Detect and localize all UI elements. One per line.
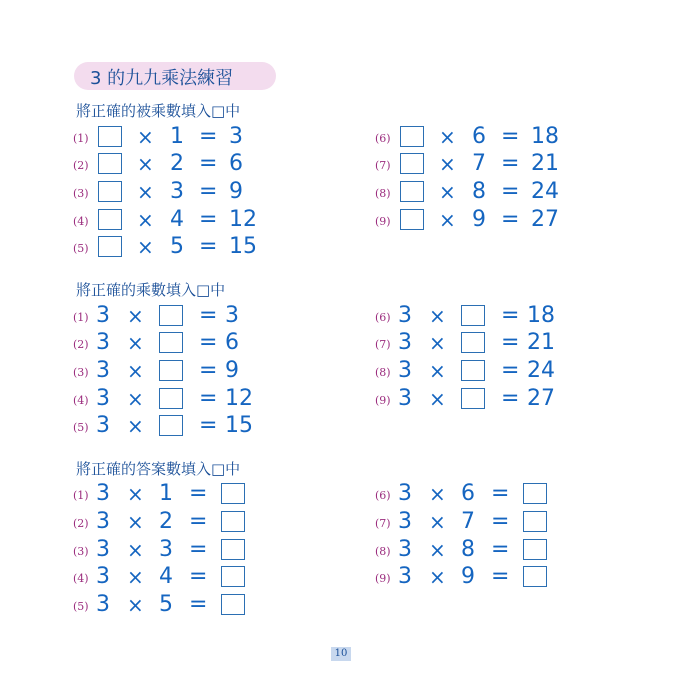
- problem-number: (9): [375, 572, 391, 585]
- multiplier: 3: [170, 179, 184, 204]
- problem-row: [73, 414, 273, 438]
- problem-number: (4): [73, 572, 89, 585]
- equals-sign: =: [199, 179, 218, 204]
- multiplicand: 3: [398, 564, 412, 589]
- multiplicand: 3: [398, 537, 412, 562]
- answer-box[interactable]: [159, 360, 183, 381]
- multiplicand: 3: [398, 386, 412, 411]
- equals-sign: =: [199, 151, 218, 176]
- problem-row: [73, 482, 273, 506]
- multiplier: 6: [472, 124, 486, 149]
- result: 27: [531, 207, 559, 232]
- answer-box[interactable]: [461, 305, 485, 326]
- problem-row: [375, 125, 575, 149]
- times-sign: ×: [137, 125, 154, 149]
- problem-row: [73, 152, 273, 176]
- result: 3: [225, 303, 239, 328]
- multiplier: 2: [170, 151, 184, 176]
- problem-number: (4): [73, 215, 89, 228]
- multiplicand: 3: [96, 413, 110, 438]
- equals-sign: =: [189, 592, 208, 617]
- equals-sign: =: [491, 537, 510, 562]
- problem-row: [375, 208, 575, 232]
- answer-box[interactable]: [221, 539, 245, 560]
- equals-sign: =: [199, 207, 218, 232]
- times-sign: ×: [127, 331, 144, 355]
- multiplicand: 3: [96, 481, 110, 506]
- problem-number: (5): [73, 421, 89, 434]
- times-sign: ×: [439, 152, 456, 176]
- multiplicand: 3: [96, 509, 110, 534]
- answer-box[interactable]: [400, 181, 424, 202]
- answer-box[interactable]: [400, 209, 424, 230]
- multiplicand: 3: [96, 564, 110, 589]
- problem-number: (9): [375, 215, 391, 228]
- problem-number: (6): [375, 489, 391, 502]
- times-sign: ×: [429, 387, 446, 411]
- multiplicand: 3: [96, 303, 110, 328]
- multiplier: 7: [461, 509, 475, 534]
- equals-sign: =: [189, 509, 208, 534]
- problem-row: [73, 331, 273, 355]
- answer-box[interactable]: [400, 153, 424, 174]
- problem-row: [375, 152, 575, 176]
- result: 6: [225, 330, 239, 355]
- equals-sign: =: [189, 564, 208, 589]
- multiplier: 7: [472, 151, 486, 176]
- problem-row: [375, 331, 575, 355]
- answer-box[interactable]: [461, 388, 485, 409]
- multiplicand: 3: [398, 330, 412, 355]
- times-sign: ×: [137, 152, 154, 176]
- problem-number: (1): [73, 132, 89, 145]
- equals-sign: =: [491, 509, 510, 534]
- problem-row: [375, 482, 575, 506]
- equals-sign: =: [199, 386, 218, 411]
- equals-sign: =: [199, 303, 218, 328]
- result: 21: [531, 151, 559, 176]
- times-sign: ×: [439, 208, 456, 232]
- multiplier: 8: [461, 537, 475, 562]
- page-number: 10: [331, 647, 351, 661]
- multiplier: 1: [159, 481, 173, 506]
- answer-box[interactable]: [400, 126, 424, 147]
- multiplicand: 3: [398, 358, 412, 383]
- result: 27: [527, 386, 555, 411]
- times-sign: ×: [429, 304, 446, 328]
- multiplicand: 3: [398, 481, 412, 506]
- times-sign: ×: [127, 565, 144, 589]
- times-sign: ×: [429, 565, 446, 589]
- times-sign: ×: [429, 359, 446, 383]
- times-sign: ×: [127, 359, 144, 383]
- problem-row: [375, 510, 575, 534]
- problem-number: (3): [73, 366, 89, 379]
- problem-number: (8): [375, 366, 391, 379]
- multiplier: 5: [170, 234, 184, 259]
- problem-number: (8): [375, 545, 391, 558]
- times-sign: ×: [429, 510, 446, 534]
- problem-number: (7): [375, 517, 391, 530]
- times-sign: ×: [429, 331, 446, 355]
- times-sign: ×: [127, 387, 144, 411]
- equals-sign: =: [501, 207, 520, 232]
- answer-box[interactable]: [98, 153, 122, 174]
- problem-number: (3): [73, 545, 89, 558]
- multiplier: 5: [159, 592, 173, 617]
- problem-number: (5): [73, 242, 89, 255]
- answer-box[interactable]: [159, 415, 183, 436]
- times-sign: ×: [429, 482, 446, 506]
- equals-sign: =: [199, 124, 218, 149]
- problem-number: (7): [375, 338, 391, 351]
- problem-row: [375, 565, 575, 589]
- result: 21: [527, 330, 555, 355]
- answer-box[interactable]: [461, 360, 485, 381]
- problem-row: [73, 538, 273, 562]
- problem-number: (6): [375, 132, 391, 145]
- multiplier: 4: [159, 564, 173, 589]
- times-sign: ×: [127, 482, 144, 506]
- answer-box[interactable]: [523, 511, 547, 532]
- result: 18: [531, 124, 559, 149]
- equals-sign: =: [501, 386, 520, 411]
- times-sign: ×: [127, 510, 144, 534]
- result: 9: [229, 179, 243, 204]
- multiplicand: 3: [96, 330, 110, 355]
- problem-number: (2): [73, 517, 89, 530]
- equals-sign: =: [199, 413, 218, 438]
- answer-box[interactable]: [523, 566, 547, 587]
- multiplier: 4: [170, 207, 184, 232]
- times-sign: ×: [439, 180, 456, 204]
- multiplicand: 3: [96, 386, 110, 411]
- times-sign: ×: [137, 235, 154, 259]
- answer-box[interactable]: [221, 566, 245, 587]
- problem-row: [73, 387, 273, 411]
- result: 15: [225, 413, 253, 438]
- multiplier: 2: [159, 509, 173, 534]
- result: 15: [229, 234, 257, 259]
- multiplicand: 3: [96, 537, 110, 562]
- answer-box[interactable]: [159, 305, 183, 326]
- problem-row: [375, 387, 575, 411]
- equals-sign: =: [501, 330, 520, 355]
- problem-number: (1): [73, 489, 89, 502]
- equals-sign: =: [189, 537, 208, 562]
- equals-sign: =: [501, 179, 520, 204]
- problem-row: [73, 593, 273, 617]
- problem-number: (4): [73, 394, 89, 407]
- problem-number: (9): [375, 394, 391, 407]
- times-sign: ×: [127, 538, 144, 562]
- times-sign: ×: [429, 538, 446, 562]
- problem-number: (3): [73, 187, 89, 200]
- answer-box[interactable]: [98, 209, 122, 230]
- equals-sign: =: [501, 124, 520, 149]
- equals-sign: =: [491, 481, 510, 506]
- problem-number: (2): [73, 338, 89, 351]
- problem-number: (8): [375, 187, 391, 200]
- result: 12: [225, 386, 253, 411]
- multiplier: 9: [472, 207, 486, 232]
- answer-box[interactable]: [221, 511, 245, 532]
- problem-number: (7): [375, 159, 391, 172]
- page-title: 3 的九九乘法練習: [90, 68, 234, 89]
- equals-sign: =: [501, 358, 520, 383]
- result: 3: [229, 124, 243, 149]
- equals-sign: =: [199, 234, 218, 259]
- problem-row: [73, 510, 273, 534]
- result: 24: [531, 179, 559, 204]
- answer-box[interactable]: [98, 181, 122, 202]
- answer-box[interactable]: [221, 483, 245, 504]
- problem-row: [73, 180, 273, 204]
- multiplicand: 3: [96, 358, 110, 383]
- section3-heading: 將正確的答案數填入□中: [76, 460, 241, 478]
- multiplicand: 3: [96, 592, 110, 617]
- problem-row: [73, 304, 273, 328]
- times-sign: ×: [137, 208, 154, 232]
- times-sign: ×: [137, 180, 154, 204]
- multiplier: 8: [472, 179, 486, 204]
- multiplicand: 3: [398, 303, 412, 328]
- multiplier: 9: [461, 564, 475, 589]
- multiplicand: 3: [398, 509, 412, 534]
- problem-number: (2): [73, 159, 89, 172]
- problem-number: (6): [375, 311, 391, 324]
- problem-row: [73, 565, 273, 589]
- equals-sign: =: [189, 481, 208, 506]
- problem-row: [375, 359, 575, 383]
- problem-row: [73, 359, 273, 383]
- answer-box[interactable]: [98, 236, 122, 257]
- multiplier: 1: [170, 124, 184, 149]
- answer-box[interactable]: [523, 483, 547, 504]
- answer-box[interactable]: [98, 126, 122, 147]
- answer-box[interactable]: [523, 539, 547, 560]
- problem-row: [73, 235, 273, 259]
- section2-heading: 將正確的乘數填入□中: [76, 281, 226, 299]
- result: 6: [229, 151, 243, 176]
- problem-number: (5): [73, 600, 89, 613]
- answer-box[interactable]: [159, 388, 183, 409]
- equals-sign: =: [501, 303, 520, 328]
- result: 18: [527, 303, 555, 328]
- result: 24: [527, 358, 555, 383]
- problem-row: [375, 304, 575, 328]
- times-sign: ×: [439, 125, 456, 149]
- answer-box[interactable]: [461, 332, 485, 353]
- problem-row: [73, 125, 273, 149]
- problem-row: [73, 208, 273, 232]
- answer-box[interactable]: [159, 332, 183, 353]
- times-sign: ×: [127, 414, 144, 438]
- times-sign: ×: [127, 593, 144, 617]
- equals-sign: =: [501, 151, 520, 176]
- times-sign: ×: [127, 304, 144, 328]
- section1-heading: 將正確的被乘數填入□中: [76, 102, 241, 120]
- multiplier: 3: [159, 537, 173, 562]
- result: 12: [229, 207, 257, 232]
- result: 9: [225, 358, 239, 383]
- problem-row: [375, 180, 575, 204]
- multiplier: 6: [461, 481, 475, 506]
- equals-sign: =: [199, 358, 218, 383]
- problem-number: (1): [73, 311, 89, 324]
- answer-box[interactable]: [221, 594, 245, 615]
- problem-row: [375, 538, 575, 562]
- equals-sign: =: [199, 330, 218, 355]
- equals-sign: =: [491, 564, 510, 589]
